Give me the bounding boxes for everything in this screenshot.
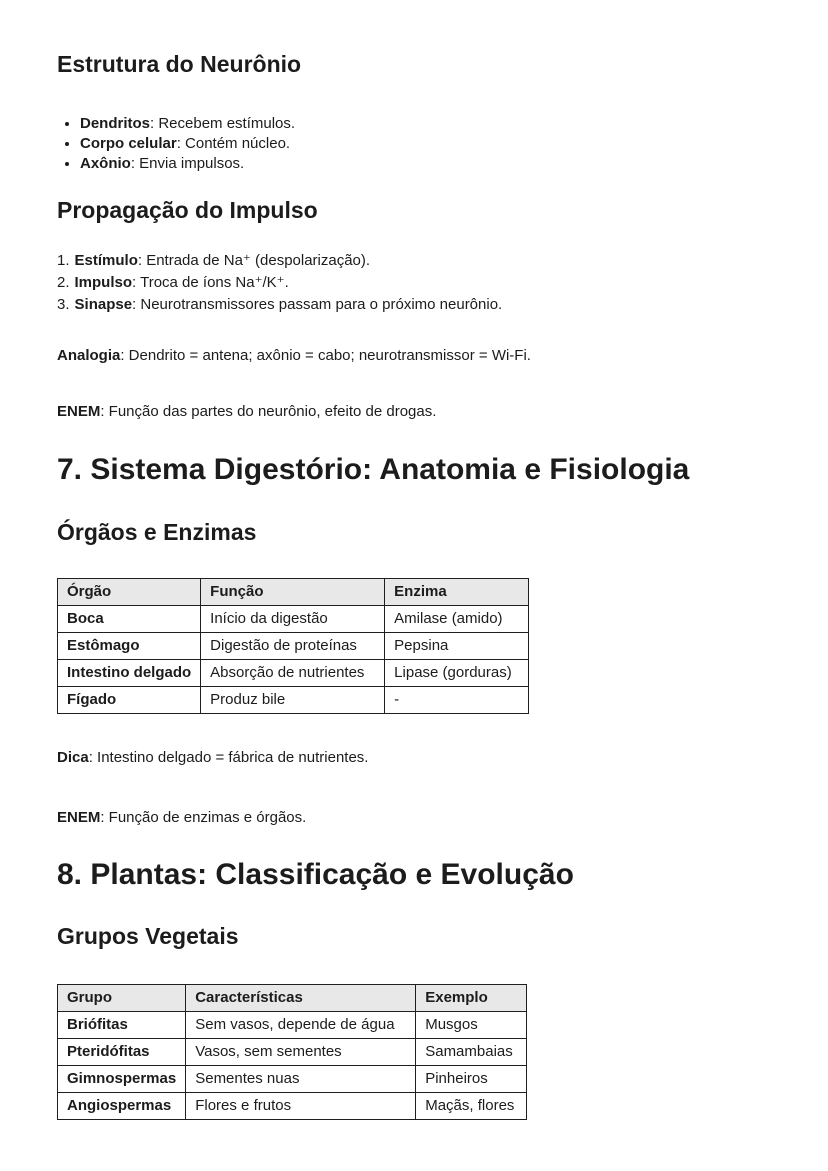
table-row xyxy=(58,1012,527,1039)
list-item-term: Sinapse xyxy=(74,296,133,313)
table-cell: Absorção de nutrientes xyxy=(201,660,385,687)
table-cell: Lipase (gorduras) xyxy=(385,660,529,687)
column-header: Características xyxy=(186,985,416,1012)
table-cell: Início da digestão xyxy=(201,606,385,633)
section-heading-estrutura-neuronio: Estrutura do Neurônio xyxy=(57,51,302,77)
section-heading-orgaos-enzimas: Órgãos e Enzimas xyxy=(57,519,257,545)
table-cell: Angiospermas xyxy=(58,1093,186,1120)
table-cell: Pteridófitas xyxy=(58,1039,186,1066)
list-item-term: Corpo celular xyxy=(80,135,177,152)
list-item-text: : Envia impulsos. xyxy=(130,155,245,172)
table-cell: Digestão de proteínas xyxy=(201,633,385,660)
list-item xyxy=(57,272,770,294)
column-header: Exemplo xyxy=(416,985,527,1012)
table-cell: - xyxy=(385,687,529,714)
table-row xyxy=(58,1093,527,1120)
list-item-text: : Contém núcleo. xyxy=(176,135,291,152)
list-item xyxy=(80,154,770,174)
list-item-number: 1. xyxy=(57,252,70,269)
list-item xyxy=(57,294,770,316)
list-item-term: Dendritos xyxy=(80,115,151,132)
list-item xyxy=(57,250,770,272)
table-cell: Musgos xyxy=(416,1012,527,1039)
list-item-text: : Troca de íons Na⁺/K⁺. xyxy=(132,274,289,291)
paragraph-text: : Intestino delgado = fábrica de nutrientes. xyxy=(88,749,369,766)
list-item xyxy=(80,114,770,134)
table-cell: Fígado xyxy=(58,687,201,714)
table-cell: Briófitas xyxy=(58,1012,186,1039)
table-cell: Flores e frutos xyxy=(186,1093,416,1120)
plant-groups-table xyxy=(57,984,527,1120)
column-header: Órgão xyxy=(58,579,201,606)
table-row xyxy=(58,633,529,660)
table-cell: Gimnospermas xyxy=(58,1066,186,1093)
organs-enzymes-table xyxy=(57,578,529,714)
table-cell: Pepsina xyxy=(385,633,529,660)
list-item-term: Estímulo xyxy=(74,252,138,269)
table-cell: Maçãs, flores xyxy=(416,1093,527,1120)
list-item-text: : Entrada de Na⁺ (despolarização). xyxy=(137,252,371,269)
list-item-number: 3. xyxy=(57,296,70,313)
neuron-bullet-list xyxy=(57,114,770,174)
column-header: Função xyxy=(201,579,385,606)
paragraph-text: : Função das partes do neurônio, efeito de drogas. xyxy=(100,403,437,420)
section-heading-propagacao-impulso: Propagação do Impulso xyxy=(57,197,318,223)
paragraph-text: : Função de enzimas e órgãos. xyxy=(100,809,307,826)
paragraph-term: Analogia xyxy=(57,347,121,364)
tip-paragraph xyxy=(57,748,770,768)
enem-note-paragraph xyxy=(57,808,770,828)
table-row xyxy=(58,1039,527,1066)
table-cell: Boca xyxy=(58,606,201,633)
list-item-term: Impulso xyxy=(74,274,133,291)
list-item xyxy=(80,134,770,154)
table-cell: Sementes nuas xyxy=(186,1066,416,1093)
list-item-text: : Recebem estímulos. xyxy=(150,115,296,132)
column-header: Enzima xyxy=(385,579,529,606)
enem-note-paragraph xyxy=(57,402,770,422)
paragraph-term: ENEM xyxy=(57,403,101,420)
list-item-text: : Neurotransmissores passam para o próximo neurônio. xyxy=(132,296,503,313)
table-cell: Estômago xyxy=(58,633,201,660)
table-header-row xyxy=(58,985,527,1012)
table-cell: Produz bile xyxy=(201,687,385,714)
chapter-heading-plantas: 8. Plantas: Classificação e Evolução xyxy=(57,858,574,891)
table-row xyxy=(58,687,529,714)
table-row xyxy=(58,606,529,633)
paragraph-term: ENEM xyxy=(57,809,101,826)
paragraph-term: Dica xyxy=(57,749,89,766)
impulse-numbered-list xyxy=(57,250,770,316)
list-item-term: Axônio xyxy=(80,155,131,172)
paragraph-text: : Dendrito = antena; axônio = cabo; neurotransmissor = Wi-Fi. xyxy=(120,347,531,364)
table-cell: Sem vasos, depende de água xyxy=(186,1012,416,1039)
chapter-heading-sistema-digestorio: 7. Sistema Digestório: Anatomia e Fisiologia xyxy=(57,453,690,486)
section-heading-grupos-vegetais: Grupos Vegetais xyxy=(57,923,239,949)
table-cell: Pinheiros xyxy=(416,1066,527,1093)
table-cell: Vasos, sem sementes xyxy=(186,1039,416,1066)
table-row xyxy=(58,660,529,687)
table-cell: Intestino delgado xyxy=(58,660,201,687)
column-header: Grupo xyxy=(58,985,186,1012)
table-row xyxy=(58,1066,527,1093)
table-cell: Amilase (amido) xyxy=(385,606,529,633)
analogy-paragraph xyxy=(57,346,770,366)
table-header-row xyxy=(58,579,529,606)
table-cell: Samambaias xyxy=(416,1039,527,1066)
list-item-number: 2. xyxy=(57,274,70,291)
